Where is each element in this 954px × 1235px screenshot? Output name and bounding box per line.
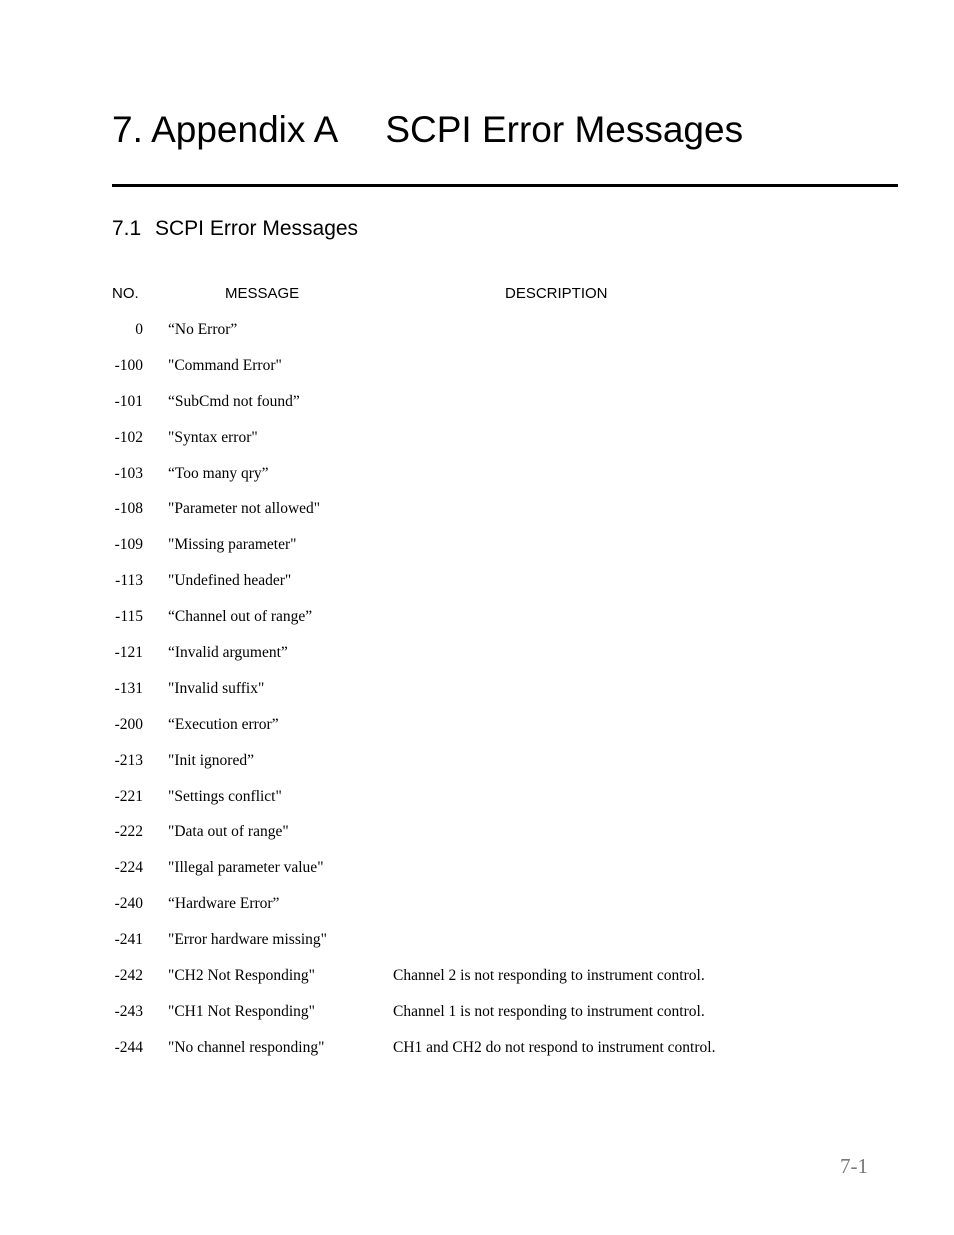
error-number: -224 <box>114 859 143 877</box>
table-row <box>112 392 898 428</box>
error-number: -243 <box>114 1002 143 1020</box>
section-number: 7.1 <box>112 217 142 240</box>
column-header-no: NO. <box>112 285 139 302</box>
section-title <box>112 216 358 241</box>
error-number: -242 <box>114 967 143 985</box>
table-row <box>112 679 898 715</box>
error-number: -100 <box>114 356 143 374</box>
error-number: -115 <box>115 608 143 626</box>
table-row <box>112 894 898 930</box>
table-row <box>112 356 898 392</box>
column-header-message: MESSAGE <box>225 285 300 302</box>
table-row <box>112 966 898 1002</box>
error-number: -240 <box>114 895 143 913</box>
table-row <box>112 930 898 966</box>
error-message: “Invalid argument” <box>168 644 288 662</box>
title-divider <box>112 184 898 187</box>
error-number: -222 <box>114 823 143 841</box>
table-row <box>112 787 898 823</box>
table-row <box>112 1002 898 1038</box>
error-message: "No channel responding" <box>168 1038 325 1056</box>
section-title-text: SCPI Error Messages <box>155 217 359 240</box>
error-number: -108 <box>114 500 143 518</box>
error-message: "Missing parameter" <box>168 536 297 554</box>
table-row <box>112 571 898 607</box>
error-message: "Settings conflict" <box>168 787 282 805</box>
chapter-title-text: SCPI Error Messages <box>385 109 744 150</box>
error-number: 0 <box>135 321 143 338</box>
error-message: “Execution error” <box>168 715 279 733</box>
error-message: “No Error” <box>168 321 238 338</box>
error-message: "Undefined header" <box>168 572 292 590</box>
table-row <box>112 499 898 535</box>
error-number: -109 <box>114 536 143 554</box>
error-message: "Error hardware missing" <box>168 931 327 949</box>
chapter-title <box>112 108 743 152</box>
error-message: "Illegal parameter value" <box>168 859 324 877</box>
error-number: -221 <box>114 787 143 805</box>
error-message: “SubCmd not found” <box>168 392 300 410</box>
error-number: -241 <box>114 931 143 949</box>
error-message-table <box>112 320 898 1074</box>
error-number: -102 <box>114 428 143 446</box>
page-number: 7-1 <box>840 1154 868 1178</box>
error-number: -244 <box>114 1038 143 1056</box>
error-message: "Init ignored” <box>168 751 254 769</box>
table-row <box>112 428 898 464</box>
error-message: "Command Error" <box>168 356 282 374</box>
error-message: “Channel out of range” <box>168 608 313 626</box>
table-row <box>112 1038 898 1074</box>
error-message: "CH1 Not Responding" <box>168 1002 315 1020</box>
table-row <box>112 751 898 787</box>
error-message: "Parameter not allowed" <box>168 500 321 518</box>
column-header-description: DESCRIPTION <box>505 285 608 302</box>
error-description: Channel 2 is not responding to instrument control. <box>393 967 705 985</box>
error-message: “Hardware Error” <box>168 895 280 913</box>
table-row <box>112 858 898 894</box>
error-description: Channel 1 is not responding to instrument control. <box>393 1002 705 1020</box>
error-number: -131 <box>114 679 143 697</box>
chapter-number: 7. Appendix A <box>112 109 339 150</box>
error-number: -200 <box>114 715 143 733</box>
table-row <box>112 607 898 643</box>
error-message: “Too many qry” <box>168 464 269 482</box>
table-row <box>112 822 898 858</box>
error-message: "Syntax error" <box>168 428 258 446</box>
table-row <box>112 715 898 751</box>
error-number: -101 <box>114 392 143 410</box>
error-number: -103 <box>114 464 143 482</box>
error-description: CH1 and CH2 do not respond to instrument control. <box>393 1038 716 1056</box>
error-number: -213 <box>114 751 143 769</box>
table-row <box>112 643 898 679</box>
error-number: -121 <box>114 644 143 662</box>
table-row <box>112 320 898 356</box>
table-row <box>112 464 898 500</box>
table-row <box>112 535 898 571</box>
error-number: -113 <box>115 572 143 590</box>
error-message: "Invalid suffix" <box>168 679 265 697</box>
error-message: "CH2 Not Responding" <box>168 967 315 985</box>
error-message: "Data out of range" <box>168 823 289 841</box>
